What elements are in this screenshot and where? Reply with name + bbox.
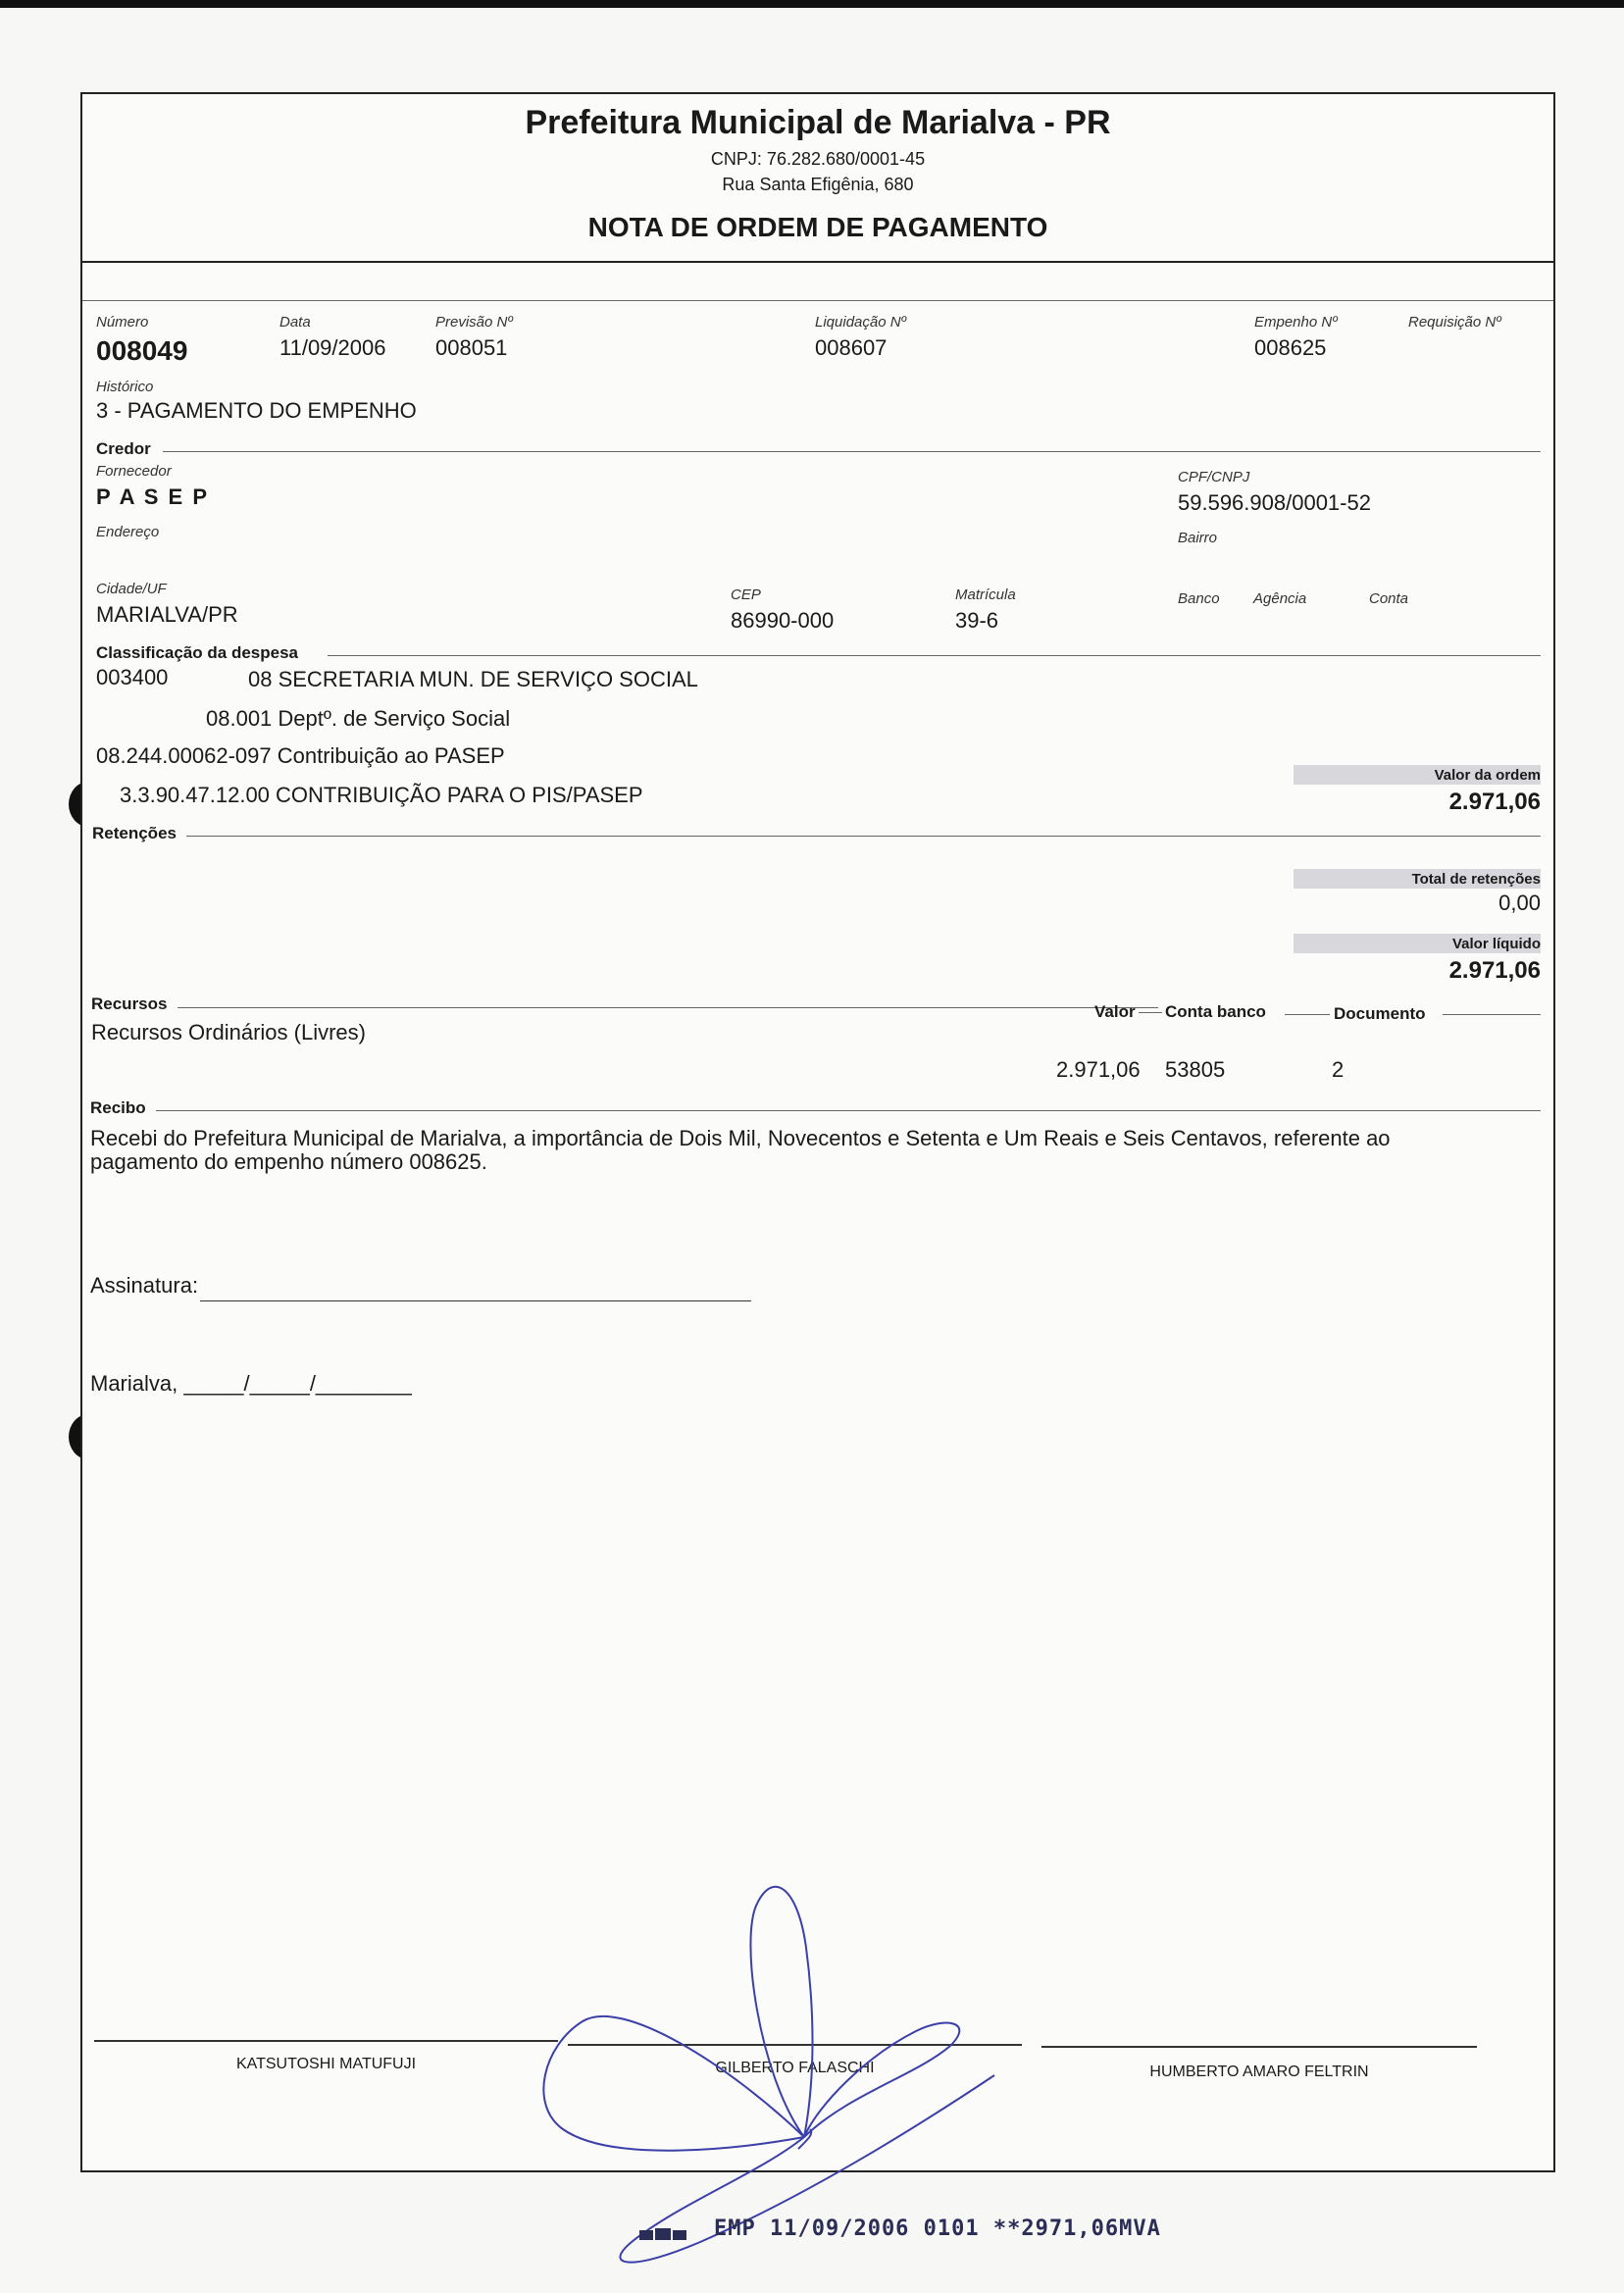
empenho-value: 008625 xyxy=(1254,335,1327,360)
cep-value: 86990-000 xyxy=(731,608,835,633)
recursos-section: Recursos xyxy=(91,994,168,1013)
divider xyxy=(82,300,1553,301)
valor-liquido-value: 2.971,06 xyxy=(1448,957,1541,984)
recursos-conta-label: Conta banco xyxy=(1165,1002,1266,1021)
scan-top-edge xyxy=(0,0,1624,8)
classificacao-line3: 08.244.00062-097 Contribuição ao PASEP xyxy=(96,743,505,768)
divider xyxy=(328,655,1541,656)
recursos-valor-label: Valor xyxy=(1094,1002,1136,1021)
matricula-label: Matrícula xyxy=(955,586,1016,603)
handwritten-signature xyxy=(504,1781,1132,2271)
cep-label: CEP xyxy=(731,586,761,603)
divider xyxy=(163,451,1541,452)
banco-label: Banco xyxy=(1178,590,1220,607)
signatory-2: GILBERTO FALASCHI xyxy=(715,2060,875,2076)
city-date: Marialva, _____/_____/________ xyxy=(90,1371,412,1396)
cidade-value: MARIALVA/PR xyxy=(96,602,238,627)
signatory-1: KATSUTOSHI MATUFUJI xyxy=(235,2056,417,2072)
recibo-line2: pagamento do empenho número 008625. xyxy=(90,1149,487,1174)
data-label: Data xyxy=(279,314,311,331)
classificacao-line4: 3.3.90.47.12.00 CONTRIBUIÇÃO PARA O PIS/PASEP xyxy=(120,783,643,807)
cpf-label: CPF/CNPJ xyxy=(1178,469,1250,485)
divider xyxy=(156,1110,1541,1111)
historico-label: Histórico xyxy=(96,379,154,395)
conta-label: Conta xyxy=(1369,590,1409,607)
divider xyxy=(178,1007,1158,1008)
valor-liquido-label: Valor líquido xyxy=(1451,936,1541,952)
assinatura-line xyxy=(200,1300,751,1301)
classificacao-line1: 08 SECRETARIA MUN. DE SERVIÇO SOCIAL xyxy=(248,667,698,691)
document-frame xyxy=(80,92,1555,2172)
credor-section: Credor xyxy=(96,439,151,458)
total-retencoes-label: Total de retenções xyxy=(1411,871,1541,888)
cpf-value: 59.596.908/0001-52 xyxy=(1178,490,1371,515)
matricula-value: 39-6 xyxy=(955,608,999,633)
bairro-label: Bairro xyxy=(1178,530,1218,546)
recursos-conta: 53805 xyxy=(1165,1057,1226,1082)
org-cnpj: CNPJ: 76.282.680/0001-45 xyxy=(710,149,926,169)
signatory-3: HUMBERTO AMARO FELTRIN xyxy=(1149,2064,1369,2080)
endereco-label: Endereço xyxy=(96,524,160,540)
empenho-label: Empenho Nº xyxy=(1254,314,1338,331)
agencia-label: Agência xyxy=(1253,590,1307,607)
total-retencoes-value: 0,00 xyxy=(1498,891,1541,915)
org-name: Prefeitura Municipal de Marialva - PR xyxy=(525,104,1111,141)
signature-line-1 xyxy=(94,2040,558,2042)
document-title: NOTA DE ORDEM DE PAGAMENTO xyxy=(587,212,1048,242)
divider xyxy=(1443,1014,1541,1015)
previsao-label: Previsão Nº xyxy=(435,314,513,331)
requisicao-label: Requisição Nº xyxy=(1408,314,1501,331)
classificacao-line2: 08.001 Deptº. de Serviço Social xyxy=(206,706,511,731)
fornecedor-label: Fornecedor xyxy=(96,463,172,480)
recursos-desc: Recursos Ordinários (Livres) xyxy=(91,1020,366,1045)
bank-stamp-logo xyxy=(639,2226,686,2242)
valor-ordem-label: Valor da ordem xyxy=(1434,767,1541,784)
bank-stamp-text: EMP 11/09/2006 0101 **2971,06MVA xyxy=(714,2217,1161,2241)
divider xyxy=(1285,1014,1330,1015)
numero-value: 008049 xyxy=(96,335,188,366)
divider xyxy=(186,836,1541,837)
cidade-label: Cidade/UF xyxy=(96,581,167,597)
assinatura-label: Assinatura: xyxy=(90,1273,199,1298)
liquidacao-label: Liquidação Nº xyxy=(815,314,907,331)
numero-label: Número xyxy=(96,314,149,331)
recibo-line1: Recebi do Prefeitura Municipal de Marialva, a importância de Dois Mil, Novecentos e Setenta e Um Reais e Seis Centavos, referente ao xyxy=(90,1126,1391,1150)
recursos-valor: 2.971,06 xyxy=(1056,1057,1141,1082)
classificacao-section: Classificação da despesa xyxy=(96,643,299,662)
fornecedor-value: P A S E P xyxy=(96,484,210,509)
valor-ordem-value: 2.971,06 xyxy=(1448,789,1541,815)
historico-value: 3 - PAGAMENTO DO EMPENHO xyxy=(96,398,417,423)
recursos-documento: 2 xyxy=(1332,1057,1345,1082)
liquidacao-value: 008607 xyxy=(815,335,888,360)
recibo-section: Recibo xyxy=(90,1098,146,1117)
recursos-documento-label: Documento xyxy=(1334,1004,1426,1023)
data-value: 11/09/2006 xyxy=(279,335,386,360)
org-address: Rua Santa Efigênia, 680 xyxy=(722,175,914,194)
retencoes-section: Retenções xyxy=(92,824,177,842)
classificacao-code: 003400 xyxy=(96,665,169,689)
previsao-value: 008051 xyxy=(435,335,508,360)
divider xyxy=(1139,1012,1162,1013)
